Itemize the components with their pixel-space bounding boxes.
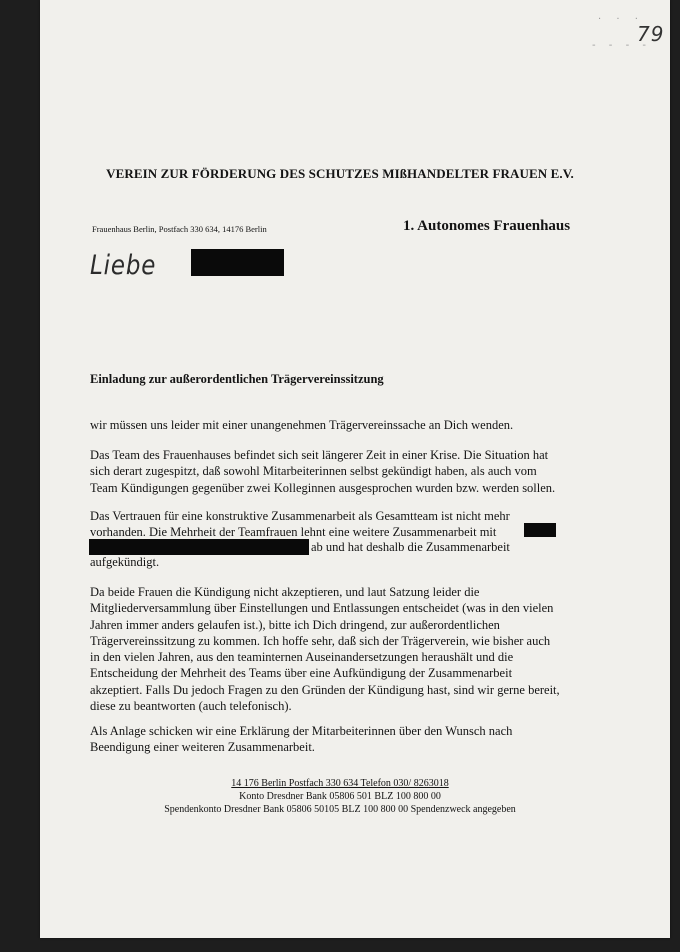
paragraph-2: Das Team des Frauenhauses befindet sich seit längerer Zeit in einer Krise. Die Situation hat sich derart zugespitzt, daß sowohl Mitarbeiterinnen selbst gekündigt haben, als auch vom Team Kündigungen gegenüber zwei Kolleginnen ausgesprochen wurden bzw. werden sollen. <box>90 448 556 495</box>
handwritten-page-number: 79 <box>637 22 665 46</box>
subject-line: Einladung zur außerordentlichen Trägervereinssitzung <box>90 372 384 386</box>
house-name: 1. Autonomes Frauenhaus <box>403 218 571 234</box>
paragraph-5: Als Anlage schicken wir eine Erklärung der Mitarbeiterinnen über den Wunsch nach Beendigung einer weiteren Zusammenarbeit. <box>90 724 513 755</box>
scan-marks: · · · <box>598 14 644 25</box>
paragraph-3-continuation: ab und hat deshalb die Zusammenarbeit <box>311 540 510 554</box>
sender-address: Frauenhaus Berlin, Postfach 330 634, 14176 Berlin <box>92 224 267 234</box>
footer-account: Konto Dresdner Bank 05806 501 BLZ 100 800 00 <box>239 791 441 802</box>
scan-marks-under: - - - - <box>592 40 651 51</box>
redaction-bar <box>524 523 556 537</box>
organization-title: VEREIN ZUR FÖRDERUNG DES SCHUTZES MIßHANDELTER FRAUEN E.V. <box>106 166 574 181</box>
footer-donation-account: Spendenkonto Dresdner Bank 05806 50105 BLZ 100 800 00 Spendenzweck angegeben <box>164 804 516 815</box>
paragraph-1: wir müssen uns leider mit einer unangenehmen Trägervereinssache an Dich wenden. <box>90 418 514 432</box>
paragraph-3: Das Vertrauen für eine konstruktive Zusammenarbeit als Gesamtteam ist nicht mehr vorhanden. Die Mehrheit der Teamfrauen lehnt eine weitere Zusammenarbeit mit <box>90 509 510 540</box>
redaction-bar <box>89 539 309 555</box>
handwritten-salutation: Liebe <box>90 250 157 281</box>
footer-address <box>0 778 680 791</box>
paragraph-3-end: aufgekündigt. <box>90 555 160 569</box>
paragraph-4: Da beide Frauen die Kündigung nicht akzeptieren, und laut Satzung leider die Mitgliederversammlung über Einstellungen und Entlassungen entscheidet (was in den vielen Jahren immer anders gelaufen ist.), bitte ich Dich dringend, zur außerordentlichen Trägervereinssitzung zu kommen. Ich hoffe sehr, daß sich der Trägerverein, wie bisher auch in den vielen Jahren, aus den teaminternen Auseinandersetzungen heraushält und die Entscheidung der Mehrheit des Teams über eine Aufkündigung der Zusammenarbeit akzeptiert. Falls Du jedoch Fragen zu den Gründen der Kündigung hast, sind wir gerne bereit, diese zu beantworten (auch telefonisch). <box>90 585 560 714</box>
footer-address-text: 14 176 Berlin Postfach 330 634 Telefon 030/ 8263018 <box>231 778 449 789</box>
redaction-bar <box>191 249 284 276</box>
